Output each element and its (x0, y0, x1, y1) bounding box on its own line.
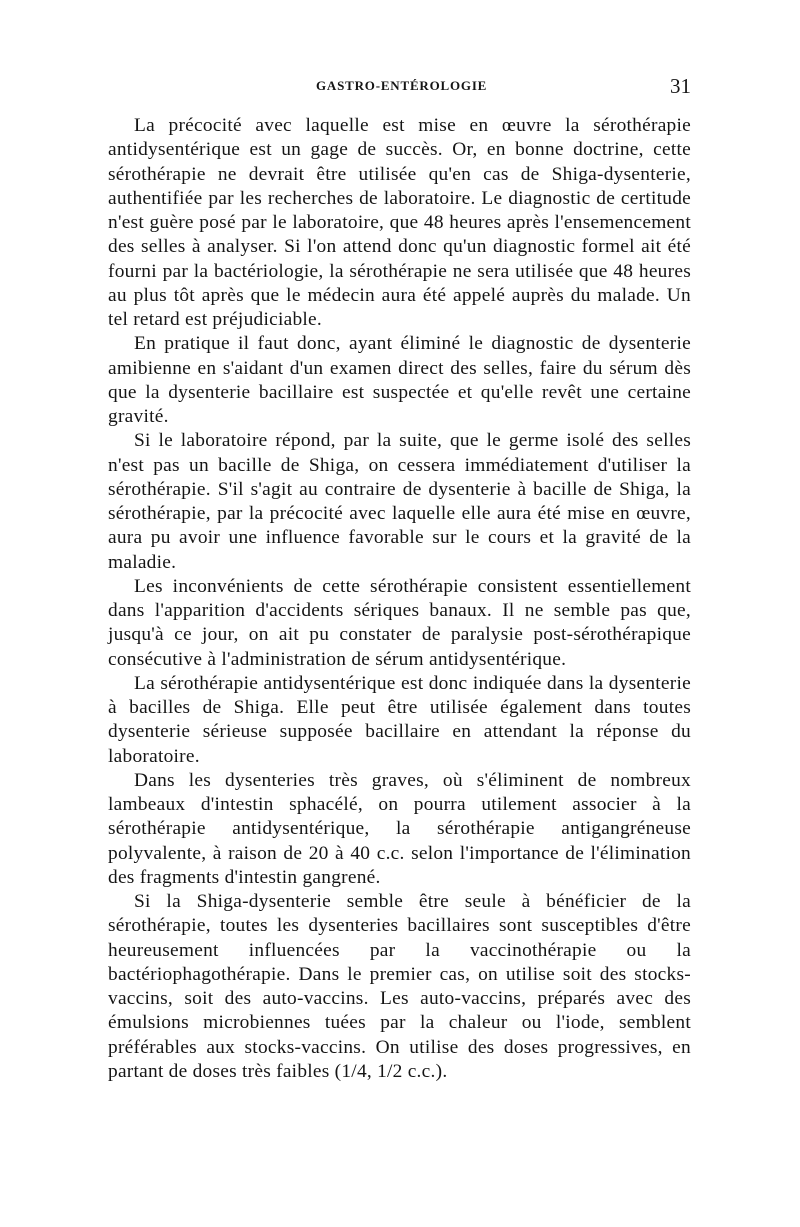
paragraph: La sérothérapie antidysentérique est donc indiquée dans la dysenterie à bacilles de Shiga. Elle peut être utilisée également dans toutes dysenterie sérieuse supposée bacillaire en attendant la réponse du laboratoire. (108, 672, 691, 767)
running-head (108, 74, 691, 104)
paragraph: Si la Shiga-dysenterie semble être seule à bénéficier de la sérothérapie, toutes les dysenteries bacillaires sont susceptibles d'être heureusement influencées par la vaccinothérapie ou la bactériophagothérapie. Dans le premier cas, on utilise soit des stocks-vaccins, soit des auto-vaccins. Les auto-vaccins, préparés avec des émulsions microbiennes tuées par la chaleur ou l'iode, semblent préférables aux stocks-vaccins. On utilise des doses progressives, en partant de doses très faibles (1/4, 1/2 c.c.). (108, 891, 691, 1082)
running-title: GASTRO-ENTÉROLOGIE (316, 78, 488, 93)
paragraph: Les inconvénients de cette sérothérapie consistent essentiellement dans l'apparition d'accidents sériques banaux. Il ne semble pas que, jusqu'à ce jour, on ait pu constater de paralysie post-sérothérapique consécutive à l'administration de sérum antidysentérique. (108, 575, 691, 670)
paragraph: Dans les dysenteries très graves, où s'éliminent de nombreux lambeaux d'intestin sphacélé, on pourra utilement associer à la sérothérapie antidysentérique, la sérothérapie antigangréneuse polyvalente, à raison de 20 à 40 c.c. selon l'importance de l'élimination des fragments d'intestin gangrené. (108, 769, 691, 888)
paragraph: La précocité avec laquelle est mise en œuvre la sérothérapie antidysentérique est un gage de succès. Or, en bonne doctrine, cette sérothérapie ne devrait être utilisée qu'en cas de Shiga-dysenterie, authentifiée par les recherches de laboratoire. Le diagnostic de certitude n'est guère posé par le laboratoire, que 48 heures après l'ensemencement des selles à analyser. Si l'on attend donc qu'un diagnostic formel ait été fourni par la bactériologie, la sérothérapie ne sera utilisée que 48 heures au plus tôt après que le médecin aura été appelé auprès du malade. Un tel retard est préjudiciable. (108, 115, 691, 330)
paragraph: En pratique il faut donc, ayant éliminé le diagnostic de dysenterie amibienne en s'aidant d'un examen direct des selles, faire du sérum dès que la dysenterie bacillaire est suspectée et qu'elle revêt une certaine gravité. (108, 333, 691, 427)
body-text (108, 114, 691, 1084)
book-page (108, 74, 691, 1084)
paragraph: Si le laboratoire répond, par la suite, que le germe isolé des selles n'est pas un bacille de Shiga, on cessera immédiatement d'utiliser la sérothérapie. S'il s'agit au contraire de dysenterie à bacille de Shiga, la sérothérapie, par la précocité avec laquelle elle aura été mise en œuvre, aura pu avoir une influence favorable sur le cours et la gravité de la maladie. (108, 430, 691, 573)
page-number: 31 (670, 74, 691, 98)
